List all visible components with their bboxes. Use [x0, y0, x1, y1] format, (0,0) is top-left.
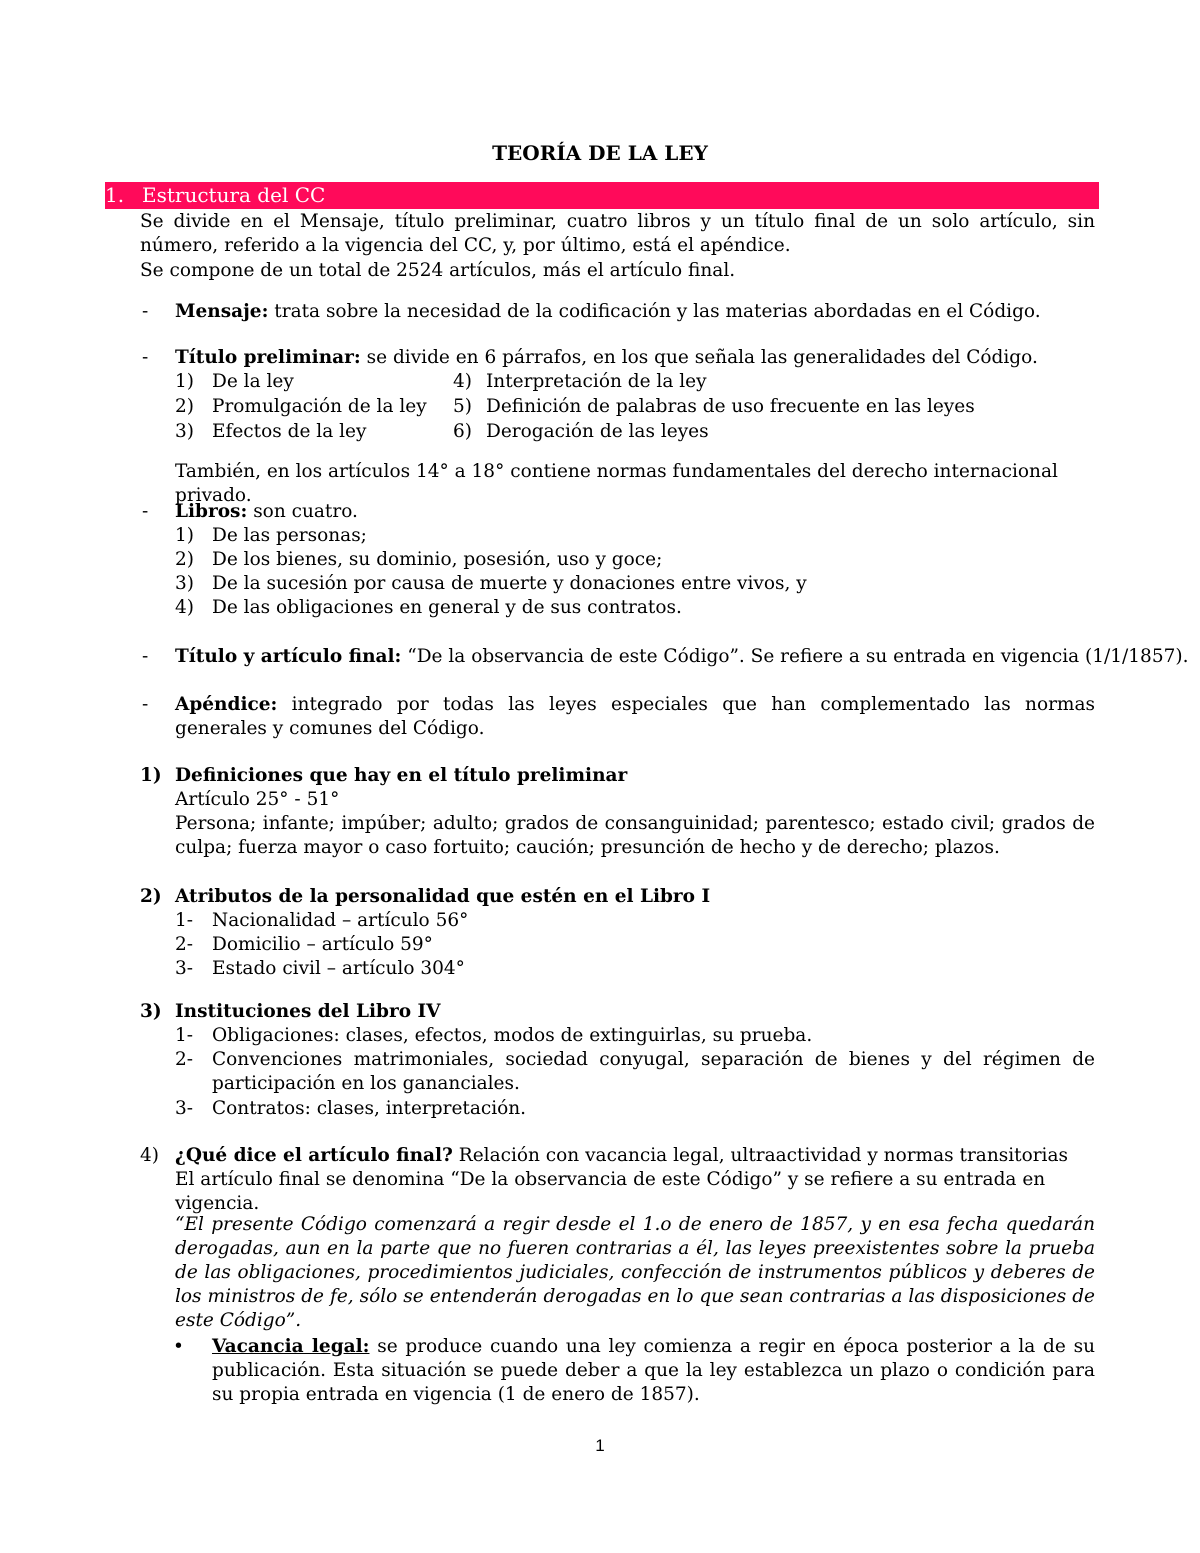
bullet-icon: • [173, 1336, 184, 1357]
list-item: De los bienes, su dominio, posesión, uso y goce; [212, 549, 663, 570]
list-item-number: 2- [175, 1049, 194, 1070]
question-heading-rest: Relación con vacancia legal, ultraactividad y normas transitorias [452, 1145, 1068, 1166]
document-title: TEORÍA DE LA LEY [492, 141, 708, 165]
question-number: 3) [140, 1001, 162, 1022]
dash-marker: - [142, 347, 149, 368]
list-item-number: 3- [175, 1098, 194, 1119]
section-number: 1. [105, 183, 125, 207]
libros-paragraph [175, 500, 358, 524]
list-item: De la sucesión por causa de muerte y donaciones entre vivos, y [212, 573, 807, 594]
list-item: Estado civil – artículo 304° [212, 958, 465, 979]
titulo-preliminar-label: Título preliminar: [175, 347, 361, 368]
article-range: Artículo 25° - 51° [175, 789, 340, 810]
titulo-final-paragraph [175, 645, 1189, 669]
vacancia-legal-paragraph [212, 1335, 1095, 1407]
question-heading: Definiciones que hay en el título preliminar [175, 765, 628, 786]
question-heading: ¿Qué dice el artículo final? [175, 1145, 453, 1166]
list-item-number: 1- [175, 910, 194, 931]
list-item-number: 3) [175, 573, 194, 594]
titulo-final-text: “De la observancia de este Código”. Se refiere a su entrada en vigencia (1/1/1857). [401, 646, 1189, 667]
libros-text: son cuatro. [247, 501, 358, 522]
section-heading-bar [105, 182, 1099, 209]
apendice-paragraph [175, 693, 1095, 741]
question-number: 2) [140, 886, 162, 907]
list-item: Obligaciones: clases, efectos, modos de extinguirlas, su prueba. [212, 1025, 813, 1046]
list-item-number: 2) [175, 549, 194, 570]
list-item: Contratos: clases, interpretación. [212, 1098, 527, 1119]
mensaje-text: trata sobre la necesidad de la codificación y las materias abordadas en el Código. [268, 301, 1041, 322]
dash-marker: - [142, 501, 149, 522]
final-article-note: El artículo final se denomina “De la observancia de este Código” y se refiere a su entrada en vigencia. [175, 1169, 1046, 1214]
question-heading: Atributos de la personalidad que estén en el Libro I [175, 886, 711, 907]
list-item: Promulgación de la ley [212, 396, 427, 417]
list-item: Domicilio – artículo 59° [212, 934, 433, 955]
question-number: 4) [140, 1145, 159, 1166]
question-heading-line [175, 1144, 1105, 1168]
definitions-list: Persona; infante; impúber; adulto; grados de consanguinidad; parentesco; estado civil; grados de culpa; fuerza mayor o caso fortuito; caución; presunción de hecho y de derecho; plazos. [175, 813, 1095, 858]
list-item-number: 1) [175, 525, 194, 546]
list-item-number: 4) [453, 371, 472, 392]
mensaje-label: Mensaje: [175, 301, 269, 322]
libros-label: Libros: [175, 501, 248, 522]
list-item: Efectos de la ley [212, 421, 367, 442]
list-item: Convenciones matrimoniales, sociedad conyugal, separación de bienes y del régimen de participación en los gananciales. [212, 1049, 1095, 1094]
list-item-number: 5) [453, 396, 472, 417]
section-title: Estructura del CC [142, 183, 326, 207]
list-item-number: 1) [175, 371, 194, 392]
intro-paragraph: Se divide en el Mensaje, título preliminar, cuatro libros y un título final de un solo artículo, sin número, referido a la vigencia del CC, y, por último, está el apéndice. [140, 211, 1095, 256]
titulo-preliminar-paragraph [175, 346, 1095, 370]
question-number: 1) [140, 765, 162, 786]
question-heading: Instituciones del Libro IV [175, 1001, 441, 1022]
mensaje-paragraph [175, 300, 1095, 324]
apendice-label: Apéndice: [175, 694, 278, 715]
list-item: De las personas; [212, 525, 367, 546]
list-item: Derogación de las leyes [486, 421, 709, 442]
intro-total-articles: Se compone de un total de 2524 artículos, más el artículo final. [140, 260, 736, 281]
dash-marker: - [142, 301, 149, 322]
vacancia-legal-text: se produce cuando una ley comienza a regir en época posterior a la de su publicación. Esta situación se puede deber a que la ley establezca un plazo o condición para su propia entrada en vigencia (1 de enero de 1857). [212, 1336, 1095, 1405]
list-item-number: 6) [453, 421, 472, 442]
list-item: De las obligaciones en general y de sus contratos. [212, 597, 682, 618]
list-item-number: 3) [175, 421, 194, 442]
dash-marker: - [142, 646, 149, 667]
apendice-text: integrado por todas las leyes especiales que han complementado las normas generales y comunes del Código. [175, 694, 1095, 739]
page-number: 1 [595, 1436, 605, 1455]
list-item-number: 4) [175, 597, 194, 618]
list-item: Nacionalidad – artículo 56° [212, 910, 469, 931]
final-article-quote: “El presente Código comenzará a regir desde el 1.o de enero de 1857, y en esa fecha quedarán derogadas, aun en la parte que no fueren contrarias a él, las leyes preexistentes sobre la prueba de las obligaciones, procedimientos judiciales, confección de instrumentos públicos y deberes de los ministros de fe, sólo se entenderán derogadas en lo que sean contrarias a las disposiciones de este Código”. [175, 1214, 1095, 1331]
vacancia-legal-label: Vacancia legal: [212, 1336, 370, 1357]
list-item-number: 3- [175, 958, 194, 979]
list-item: Interpretación de la ley [486, 371, 707, 392]
list-item: De la ley [212, 371, 294, 392]
list-item: Definición de palabras de uso frecuente en las leyes [486, 396, 975, 417]
list-item-number: 2) [175, 396, 194, 417]
list-item-number: 1- [175, 1025, 194, 1046]
titulo-preliminar-text: se divide en 6 párrafos, en los que señala las generalidades del Código. [360, 347, 1038, 368]
titulo-final-label: Título y artículo final: [175, 646, 402, 667]
list-item-number: 2- [175, 934, 194, 955]
dip-note: También, en los artículos 14° a 18° contiene normas fundamentales del derecho internacional privado. [175, 461, 1058, 506]
dash-marker: - [142, 694, 149, 715]
